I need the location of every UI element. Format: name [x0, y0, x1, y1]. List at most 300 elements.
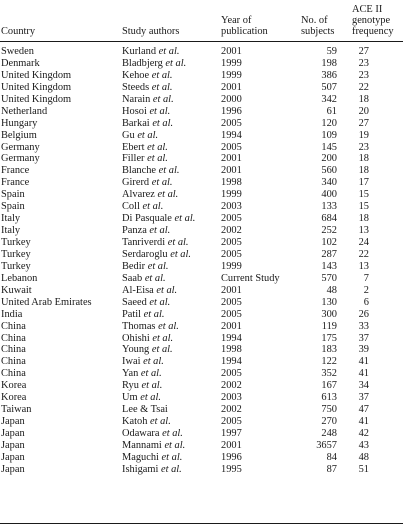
author-name: Bedir [122, 260, 146, 272]
cell-country: Japan [1, 463, 25, 475]
cell-subjects: 400 [321, 189, 337, 201]
cell-year: 1999 [221, 69, 242, 81]
cell-subjects: 109 [321, 129, 337, 141]
cell-country: Lebanon [1, 272, 38, 284]
cell-study-authors [122, 440, 185, 452]
cell-study-authors [122, 380, 162, 392]
cell-year: 2005 [221, 213, 242, 225]
author-name: Tanriverdi [122, 237, 166, 248]
author-etal: et al. [142, 201, 164, 213]
table-row [0, 118, 403, 130]
cell-subjects: 198 [321, 57, 337, 69]
author-etal: et al. [149, 105, 171, 117]
table-row [0, 58, 403, 70]
author-etal: et al. [151, 81, 173, 93]
cell-year: 1999 [221, 57, 242, 69]
cell-year: 1995 [221, 463, 242, 475]
author-name: Steeds [122, 81, 150, 93]
table-row [0, 213, 403, 225]
cell-genotype-frequency: 15 [358, 189, 369, 201]
author-name: Saab [122, 272, 143, 284]
header-ace-line-1: ACE II [352, 4, 383, 15]
cell-study-authors [122, 273, 166, 285]
cell-subjects: 145 [321, 141, 337, 153]
author-name: Maguchi [122, 451, 159, 463]
author-name: Saeed [122, 296, 147, 308]
author-etal: et al. [161, 451, 183, 463]
header-ace-line-2: genotype [352, 15, 391, 26]
cell-genotype-frequency: 43 [358, 439, 369, 451]
cell-year: 1994 [221, 356, 242, 368]
cell-genotype-frequency: 18 [358, 93, 369, 105]
cell-study-authors [122, 177, 173, 189]
author-etal: et al. [165, 57, 187, 69]
cell-genotype-frequency: 37 [358, 332, 369, 344]
author-name: Al-Eisa [122, 284, 154, 296]
author-etal: et al. [150, 416, 171, 428]
header-country-label: Country [1, 26, 36, 37]
author-etal: et al. [151, 69, 173, 81]
author-name: Barkai [122, 117, 150, 129]
table-row [0, 106, 403, 118]
cell-year: 2005 [221, 117, 242, 129]
cell-subjects: 167 [321, 380, 337, 392]
cell-country: Japan [1, 451, 25, 463]
cell-genotype-frequency: 22 [358, 248, 369, 260]
cell-subjects: 300 [321, 308, 337, 320]
table-row [0, 177, 403, 189]
cell-year: 1999 [221, 260, 242, 272]
cell-genotype-frequency: 33 [358, 320, 369, 332]
cell-year: 2001 [221, 46, 242, 57]
author-etal: et al. [162, 428, 183, 439]
author-name: Iwai [122, 356, 141, 368]
table-row [0, 46, 403, 58]
cell-genotype-frequency: 41 [358, 416, 369, 428]
cell-country: Kuwait [1, 284, 32, 296]
cell-subjects: 570 [321, 272, 337, 284]
table-row [0, 70, 403, 82]
header-year-line-2: publication [221, 26, 268, 37]
table-bottom-rule [0, 523, 403, 524]
table-row [0, 82, 403, 94]
cell-genotype-frequency: 18 [358, 165, 369, 177]
cell-subjects: 386 [321, 69, 337, 81]
cell-genotype-frequency: 23 [358, 141, 369, 153]
cell-year: 1998 [221, 177, 242, 189]
header-subjects-line-2: subjects [301, 26, 335, 37]
cell-genotype-frequency: 47 [358, 404, 369, 416]
author-etal: et al. [147, 153, 168, 165]
cell-genotype-frequency: 42 [358, 428, 369, 439]
cell-year: 2005 [221, 248, 242, 260]
author-name: Odawara [122, 428, 160, 439]
author-etal: et al. [160, 463, 182, 475]
cell-genotype-frequency: 6 [363, 296, 369, 308]
cell-subjects: 340 [321, 177, 337, 189]
cell-year: 2005 [221, 237, 242, 248]
header-study-authors [122, 26, 179, 37]
cell-year: 2005 [221, 416, 242, 428]
author-name: Ryu [122, 380, 139, 392]
cell-country: Japan [1, 416, 25, 428]
header-ace-frequency [352, 4, 394, 37]
author-etal: et al. [152, 332, 174, 344]
cell-genotype-frequency: 17 [358, 177, 369, 189]
cell-country: Netherland [1, 105, 48, 117]
cell-genotype-frequency: 24 [358, 237, 369, 248]
table-row [0, 249, 403, 261]
author-name: Girerd [122, 177, 150, 189]
author-etal: et al. [157, 189, 179, 201]
cell-subjects: 122 [321, 356, 337, 368]
cell-study-authors [122, 201, 163, 213]
header-country [1, 26, 35, 37]
cell-country: Hungary [1, 117, 38, 129]
header-authors-label: Study authors [122, 26, 180, 37]
author-name: Ohishi [122, 332, 150, 344]
cell-country: Sweden [1, 46, 34, 57]
table-row [0, 142, 403, 154]
table-row [0, 309, 403, 321]
author-name: Patil [122, 308, 142, 320]
cell-year: 2005 [221, 368, 242, 380]
author-name: Coll [122, 201, 140, 213]
cell-subjects: 270 [321, 416, 337, 428]
author-etal: et al. [147, 141, 168, 153]
cell-subjects: 507 [321, 81, 337, 93]
table-row [0, 225, 403, 237]
table-row [0, 452, 403, 464]
cell-study-authors [122, 165, 179, 177]
table-row [0, 356, 403, 368]
author-etal: et al. [167, 237, 189, 248]
author-name: Kurland [122, 46, 157, 57]
cell-subjects: 342 [321, 93, 337, 105]
author-etal: et al. [158, 165, 180, 177]
cell-genotype-frequency: 27 [358, 117, 369, 129]
cell-subjects: 175 [321, 332, 337, 344]
cell-study-authors [122, 189, 178, 201]
cell-subjects: 120 [321, 117, 337, 129]
cell-study-authors [122, 153, 168, 165]
table-body [0, 42, 403, 476]
author-name: Yan [122, 368, 139, 380]
cell-genotype-frequency: 7 [363, 272, 369, 284]
cell-genotype-frequency: 41 [358, 368, 369, 380]
cell-year: 1999 [221, 189, 242, 201]
table-row [0, 94, 403, 106]
cell-year: 2001 [221, 153, 242, 165]
author-name: Ishigami [122, 463, 159, 475]
cell-study-authors [122, 428, 183, 440]
header-subjects-line-1: No. of [301, 15, 328, 26]
cell-study-authors [122, 237, 189, 249]
table-row [0, 440, 403, 452]
table-row [0, 165, 403, 177]
cell-country: United Kingdom [1, 81, 72, 93]
cell-study-authors [122, 356, 164, 368]
author-etal: et al. [152, 117, 174, 129]
cell-genotype-frequency: 23 [358, 57, 369, 69]
cell-study-authors [122, 130, 158, 142]
cell-genotype-frequency: 2 [363, 284, 369, 296]
table-row [0, 189, 403, 201]
cell-study-authors [122, 344, 173, 356]
cell-study-authors [122, 464, 182, 476]
cell-study-authors [122, 225, 170, 237]
cell-year: 2003 [221, 392, 242, 404]
author-name: Young [122, 344, 150, 356]
author-etal: et al. [156, 284, 178, 296]
cell-country: Spain [1, 201, 25, 213]
cell-subjects: 613 [321, 392, 337, 404]
cell-country: Germany [1, 141, 40, 153]
author-etal: et al. [158, 320, 179, 332]
cell-subjects: 287 [321, 248, 337, 260]
cell-country: United Arab Emirates [1, 296, 92, 308]
author-etal: et al. [140, 392, 161, 404]
author-etal: et al. [151, 344, 173, 356]
author-etal: et al. [170, 248, 191, 260]
cell-country: China [1, 368, 26, 380]
cell-year: 2001 [221, 165, 242, 177]
table-header [0, 0, 403, 42]
cell-country: Denmark [1, 57, 40, 69]
table-row [0, 368, 403, 380]
cell-genotype-frequency: 41 [358, 356, 369, 368]
cell-country: China [1, 320, 26, 332]
author-name: Lee & Tsai [122, 404, 168, 416]
cell-year: 2002 [221, 380, 242, 392]
author-name: Kehoe [122, 69, 150, 81]
table-row [0, 428, 403, 440]
cell-country: Japan [1, 439, 25, 451]
cell-genotype-frequency: 51 [358, 463, 369, 475]
cell-genotype-frequency: 26 [358, 308, 369, 320]
cell-study-authors [122, 309, 164, 321]
cell-country: Korea [1, 392, 27, 404]
cell-country: Turkey [1, 260, 31, 272]
cell-country: Turkey [1, 237, 31, 248]
author-etal: et al. [144, 272, 166, 284]
table-row [0, 201, 403, 213]
cell-year: 2002 [221, 225, 242, 237]
cell-genotype-frequency: 23 [358, 69, 369, 81]
cell-year: 2001 [221, 320, 242, 332]
author-etal: et al. [140, 368, 162, 380]
author-name: Di Pasquale [122, 213, 172, 225]
cell-subjects: 59 [326, 46, 337, 57]
table-row [0, 273, 403, 285]
table-row [0, 153, 403, 165]
author-etal: et al. [164, 439, 186, 451]
author-name: Katoh [122, 416, 148, 428]
table-row [0, 404, 403, 416]
cell-study-authors [122, 404, 168, 416]
cell-genotype-frequency: 13 [358, 225, 369, 237]
cell-study-authors [122, 249, 191, 261]
cell-study-authors [122, 70, 173, 82]
cell-year: 2002 [221, 404, 242, 416]
author-etal: et al. [174, 213, 196, 225]
cell-country: France [1, 165, 30, 177]
table-row [0, 261, 403, 273]
author-etal: et al. [149, 225, 171, 237]
cell-year: 2005 [221, 308, 242, 320]
cell-country: Belgium [1, 129, 37, 141]
table-row [0, 285, 403, 297]
cell-subjects: 119 [321, 320, 337, 332]
cell-subjects: 84 [326, 451, 337, 463]
header-ace-line-3: frequency [352, 26, 394, 37]
table-row [0, 297, 403, 309]
cell-genotype-frequency: 48 [358, 451, 369, 463]
cell-subjects: 102 [321, 237, 337, 248]
cell-genotype-frequency: 18 [358, 153, 369, 165]
cell-year: 1998 [221, 344, 242, 356]
header-year-line-1: Year of [221, 15, 252, 26]
cell-subjects: 560 [321, 165, 337, 177]
cell-study-authors [122, 94, 174, 106]
cell-subjects: 352 [321, 368, 337, 380]
cell-year: 2003 [221, 201, 242, 213]
cell-year: 1994 [221, 129, 242, 141]
cell-genotype-frequency: 34 [358, 380, 369, 392]
cell-year: 2005 [221, 296, 242, 308]
author-name: Hosoi [122, 105, 147, 117]
cell-country: United Kingdom [1, 93, 72, 105]
header-subjects [301, 15, 334, 37]
author-etal: et al. [143, 356, 164, 368]
cell-subjects: 248 [321, 428, 337, 439]
table-row [0, 344, 403, 356]
cell-study-authors [122, 261, 168, 273]
cell-study-authors [122, 368, 162, 380]
author-name: Um [122, 392, 138, 404]
cell-study-authors [122, 118, 173, 130]
cell-country: Germany [1, 153, 40, 165]
cell-genotype-frequency: 18 [358, 213, 369, 225]
cell-genotype-frequency: 22 [358, 81, 369, 93]
author-etal: et al. [141, 380, 163, 392]
table-row [0, 464, 403, 476]
cell-genotype-frequency: 39 [358, 344, 369, 356]
cell-subjects: 684 [321, 213, 337, 225]
author-etal: et al. [137, 129, 159, 141]
cell-country: Japan [1, 428, 25, 439]
author-name: Serdaroglu [122, 248, 168, 260]
author-etal: et al. [147, 260, 169, 272]
cell-study-authors [122, 82, 173, 94]
cell-subjects: 183 [321, 344, 337, 356]
table-row [0, 321, 403, 333]
table-row [0, 416, 403, 428]
table-row [0, 333, 403, 345]
cell-subjects: 750 [321, 404, 337, 416]
cell-study-authors [122, 321, 179, 333]
author-name: Gu [122, 129, 135, 141]
cell-country: China [1, 332, 26, 344]
cell-study-authors [122, 416, 171, 428]
author-name: Panza [122, 225, 147, 237]
cell-subjects: 87 [326, 463, 337, 475]
header-year [221, 15, 268, 37]
table-row [0, 237, 403, 249]
cell-country: China [1, 344, 26, 356]
cell-year: 2001 [221, 439, 242, 451]
table-row [0, 380, 403, 392]
author-etal: et al. [149, 296, 171, 308]
cell-country: France [1, 177, 30, 189]
author-etal: et al. [152, 93, 174, 105]
cell-subjects: 3657 [316, 439, 337, 451]
author-name: Alvarez [122, 189, 155, 201]
cell-country: Turkey [1, 248, 31, 260]
cell-subjects: 130 [321, 296, 337, 308]
author-name: Filler [122, 153, 145, 165]
cell-subjects: 133 [321, 201, 337, 213]
author-etal: et al. [151, 177, 173, 189]
cell-subjects: 200 [321, 153, 337, 165]
cell-year: 2001 [221, 284, 242, 296]
cell-study-authors [122, 392, 161, 404]
cell-country: China [1, 356, 26, 368]
cell-year: 2005 [221, 141, 242, 153]
author-etal: et al. [143, 308, 165, 320]
cell-year: 1996 [221, 105, 242, 117]
cell-genotype-frequency: 13 [358, 260, 369, 272]
cell-country: Spain [1, 189, 25, 201]
cell-year: 1996 [221, 451, 242, 463]
cell-genotype-frequency: 37 [358, 392, 369, 404]
cell-year: 2001 [221, 81, 242, 93]
cell-country: Italy [1, 225, 21, 237]
cell-year: 1994 [221, 332, 242, 344]
cell-subjects: 61 [326, 105, 337, 117]
table-row [0, 392, 403, 404]
cell-subjects: 143 [321, 260, 337, 272]
author-name: Narain [122, 93, 151, 105]
cell-study-authors [122, 106, 170, 118]
cell-country: India [1, 308, 23, 320]
cell-year: Current Study [221, 272, 280, 284]
cell-subjects: 252 [321, 225, 337, 237]
author-name: Bladbjerg [122, 57, 163, 69]
author-etal: et al. [158, 46, 180, 57]
cell-genotype-frequency: 20 [358, 105, 369, 117]
cell-study-authors [122, 285, 177, 297]
author-name: Ebert [122, 141, 145, 153]
author-name: Blanche [122, 165, 157, 177]
cell-study-authors [122, 213, 195, 225]
cell-country: Taiwan [1, 404, 32, 416]
cell-year: 2000 [221, 93, 242, 105]
cell-study-authors [122, 58, 186, 70]
cell-study-authors [122, 333, 173, 345]
cell-study-authors [122, 142, 168, 154]
cell-genotype-frequency: 19 [358, 129, 369, 141]
cell-country: Italy [1, 213, 21, 225]
cell-country: Korea [1, 380, 27, 392]
cell-study-authors [122, 46, 179, 58]
author-name: Thomas [122, 320, 156, 332]
table-row [0, 130, 403, 142]
author-name: Mannami [122, 439, 162, 451]
cell-study-authors [122, 297, 170, 309]
cell-genotype-frequency: 15 [358, 201, 369, 213]
cell-genotype-frequency: 27 [358, 46, 369, 57]
